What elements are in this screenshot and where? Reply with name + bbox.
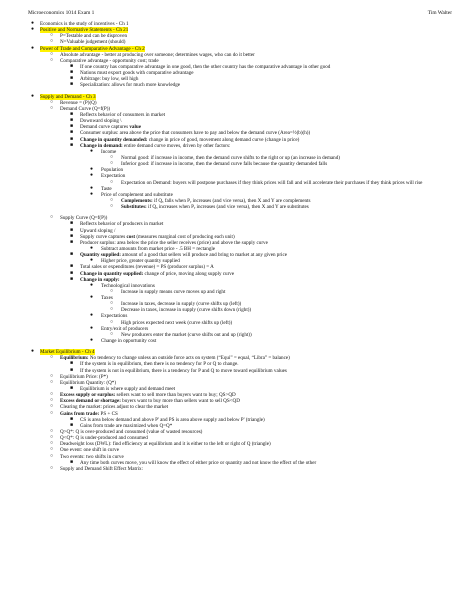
- outline-item-text: Economics is the study of incentives - Ch 1: [40, 21, 129, 27]
- outline-item-text: Taxes: [101, 295, 113, 302]
- hollow-bullet-icon: ○: [110, 331, 114, 337]
- outline-item-text: Gains from trade are maximized when Q=Q*: [80, 422, 173, 429]
- hollow-bullet-icon: ○: [50, 39, 54, 45]
- outline-item-text: If the system is in equilibrium, then there is no tendency for P or Q to change.: [80, 361, 239, 368]
- bullet-icon: ●: [90, 325, 94, 331]
- hollow-bullet-icon: ○: [50, 392, 54, 398]
- hollow-bullet-icon: ○: [50, 453, 54, 459]
- outline-item-text: New producers enter the market (curve shifts out and up (right)): [121, 331, 252, 338]
- square-bullet-icon: ■: [70, 130, 74, 136]
- outline-item-text: Supply curve captures cost (measures marginal cost of producing each unit): [80, 233, 235, 240]
- bullet-icon: ●: [90, 148, 94, 154]
- outline-item-text: CS is area below demand and above P' and PS is area above supply and below P' (triangle): [80, 416, 265, 423]
- hollow-bullet-icon: ○: [50, 215, 54, 221]
- hollow-bullet-icon: ○: [110, 154, 114, 160]
- hollow-bullet-icon: ○: [50, 105, 54, 111]
- outline-item-text: Increase in supply means curve moves up and right: [121, 288, 226, 295]
- square-bullet-icon: ■: [70, 63, 74, 69]
- outline-item-text: Equilibrium Quantity: (Q*): [60, 379, 117, 386]
- square-bullet-icon: ■: [70, 124, 74, 130]
- outline-item-text: Technological innovations: [101, 282, 155, 289]
- square-bullet-icon: ■: [70, 252, 74, 258]
- square-bullet-icon: ■: [70, 233, 74, 239]
- outline-item-text: Subtract amounts from market price - .5 BH = rectangle: [101, 245, 216, 252]
- bullet-icon: ●: [90, 258, 94, 264]
- bullet-icon: ●: [31, 93, 35, 99]
- outline-item-text: Arbitrage: buy low, sell high: [80, 76, 139, 83]
- hollow-bullet-icon: ○: [50, 355, 54, 361]
- outline-item-text: Comparative advantage - opportunity cost; trade: [60, 57, 159, 64]
- outline-item-text: Downward sloping \: [80, 118, 122, 125]
- hollow-bullet-icon: ○: [110, 161, 114, 167]
- hollow-bullet-icon: ○: [50, 404, 54, 410]
- bullet-icon: ●: [90, 282, 94, 288]
- bullet-icon: ●: [90, 185, 94, 191]
- square-bullet-icon: ■: [70, 118, 74, 124]
- bullet-icon: ●: [90, 338, 94, 344]
- page-header: [28, 10, 452, 17]
- outline-item-text: Nations must export goods with comparative advantage: [80, 70, 194, 77]
- outline-item-text: Revenue = (P)(Q): [60, 99, 97, 106]
- square-bullet-icon: ■: [70, 416, 74, 422]
- outline-item-text: Any time both curves move, you will know the effect of either price or quantity and not know the effect of the other: [80, 459, 317, 466]
- author-name: Tim Walter: [427, 10, 452, 16]
- hollow-bullet-icon: ○: [110, 307, 114, 313]
- outline-item-text: Taste: [101, 185, 112, 192]
- square-bullet-icon: ■: [70, 386, 74, 392]
- notes-outline: [0, 21, 474, 472]
- outline-item-text: Q<Q*: Q is under-produced and consumed: [60, 435, 148, 442]
- outline-item-text: Reflects behavior of consumers in market: [80, 111, 166, 118]
- hollow-bullet-icon: ○: [50, 33, 54, 39]
- hollow-bullet-icon: ○: [50, 465, 54, 471]
- outline-item-text: Clearing the market: prices adjust to clear the market: [60, 404, 169, 411]
- hollow-bullet-icon: ○: [50, 441, 54, 447]
- hollow-bullet-icon: ○: [50, 410, 54, 416]
- outline-item-text: Higher price, greater quantity supplied: [101, 258, 180, 265]
- outline-item-text: Excess supply or surplus: sellers want to sell more than buyers want to buy; QS>QD: [60, 392, 236, 399]
- outline-item-text: Gains from trade: PS + CS: [60, 410, 118, 417]
- outline-item-text: Equilibrium: No tendency to change unless an outside force acts on system (“Equi” = equal, “Libra” = balance): [60, 355, 290, 362]
- outline-item-text: Equilibrium is where supply and demand meet: [80, 386, 176, 393]
- outline-item-level-2: [0, 466, 474, 472]
- outline-item-text: If the system is not in equilibrium, there is a tendency for P and Q to move toward equilibrium values: [80, 367, 287, 374]
- outline-item-text: Supply Curve (Q=f(P)): [60, 215, 108, 222]
- bullet-icon: ●: [90, 167, 94, 173]
- square-bullet-icon: ■: [70, 227, 74, 233]
- outline-item-text: Income: [101, 148, 117, 155]
- outline-item-text: Change in demand: entire demand curve moves, driven by other factors:: [80, 142, 231, 149]
- outline-item-text: Expectation on Demand: buyers will postpone purchases if they think prices will fall and will accelerate their purchases if they think prices will rise: [121, 179, 423, 186]
- bullet-icon: ●: [90, 173, 94, 179]
- outline-item-text: Equilibrium Price: (P*): [60, 373, 108, 380]
- outline-item-text: Consumer surplus: area above the price that consumers have to pay and below the demand curve (Area=½(b)(h)): [80, 130, 311, 137]
- square-bullet-icon: ■: [70, 459, 74, 465]
- square-bullet-icon: ■: [70, 270, 74, 276]
- outline-item-text: One event: one shift in curve: [60, 447, 119, 454]
- outline-item-text: Change in supply:: [80, 276, 120, 283]
- outline-item-text: Complements: if Qₓ falls when Pᵧ increases (and vice versa), then X and Y are complements: [121, 197, 311, 204]
- outline-item-text: Change in quantity demanded: change in price of good, movement along demand curve (change in price): [80, 136, 300, 143]
- square-bullet-icon: ■: [70, 239, 74, 245]
- outline-item-text: Demand Curve (Q=f(P)): [60, 105, 111, 112]
- square-bullet-icon: ■: [70, 367, 74, 373]
- outline-item-text: P=Testable and can be disproven: [60, 33, 128, 40]
- outline-item-text: N=Valuable judgement (should): [60, 39, 126, 46]
- outline-item-text: Decrease in taxes, increase in supply (curve shifts down (right)): [121, 307, 252, 314]
- square-bullet-icon: ■: [70, 142, 74, 148]
- square-bullet-icon: ■: [70, 422, 74, 428]
- bullet-icon: ●: [90, 295, 94, 301]
- outline-item-text: Change in opportunity cost: [101, 338, 157, 345]
- outline-item-text: Quantity supplied: amount of a good that sellers will produce and bring to market at any given price: [80, 252, 287, 259]
- hollow-bullet-icon: ○: [50, 429, 54, 435]
- hollow-bullet-icon: ○: [110, 204, 114, 210]
- outline-item-text: Supply and Demand Shift Effect Matrix:: [60, 465, 143, 472]
- outline-item-text: Change in quantity supplied: change of price, moving along supply curve: [80, 270, 235, 277]
- outline-item-text: Two events: two shifts in curve: [60, 453, 124, 460]
- outline-item-text: Price of complement and substitute: [101, 191, 173, 198]
- square-bullet-icon: ■: [70, 264, 74, 270]
- bullet-icon: ●: [31, 27, 35, 33]
- hollow-bullet-icon: ○: [50, 57, 54, 63]
- outline-item-text: Reflects behavior of producers in market: [80, 221, 164, 228]
- square-bullet-icon: ■: [70, 136, 74, 142]
- hollow-bullet-icon: ○: [110, 288, 114, 294]
- outline-item-text: Increase in taxes, decrease in supply (curve shifts up (left)): [121, 301, 242, 308]
- square-bullet-icon: ■: [70, 76, 74, 82]
- square-bullet-icon: ■: [70, 70, 74, 76]
- outline-item-text: Demand curve captures value: [80, 124, 141, 131]
- hollow-bullet-icon: ○: [110, 301, 114, 307]
- square-bullet-icon: ■: [70, 111, 74, 117]
- outline-item-text: Entry/exit of producers: [101, 325, 149, 332]
- hollow-bullet-icon: ○: [50, 51, 54, 57]
- bullet-icon: ●: [31, 349, 35, 355]
- outline-item-text: Producer surplus: area below the price the seller receives (price) and above the supply curve: [80, 239, 268, 246]
- bullet-icon: ●: [90, 245, 94, 251]
- hollow-bullet-icon: ○: [110, 179, 114, 185]
- outline-item-text: Power of Trade and Comparative Advantage - Ch 2: [40, 45, 145, 52]
- outline-item-text: If one country has comparative advantage in one good, then the other country has the comparative advantage in other good: [80, 63, 331, 70]
- square-bullet-icon: ■: [70, 276, 74, 282]
- outline-item-text: Q>Q*: Q is over-produced and consumed (value of wasted resources): [60, 429, 203, 436]
- outline-item-text: Market Equilibrium - Ch 4: [40, 349, 95, 356]
- bullet-icon: ●: [31, 21, 35, 26]
- hollow-bullet-icon: ○: [50, 447, 54, 453]
- outline-item-text: Expectations: [101, 313, 128, 320]
- hollow-bullet-icon: ○: [50, 379, 54, 385]
- outline-item-text: Specialization: allows for much more knowledge: [80, 82, 181, 89]
- outline-item-text: Total sales or expenditures (revenue) = PS (producer surplus) = A: [80, 264, 214, 271]
- hollow-bullet-icon: ○: [50, 99, 54, 105]
- course-title: Microeconomics 1014 Exam 1: [28, 10, 95, 16]
- hollow-bullet-icon: ○: [50, 373, 54, 379]
- outline-item-text: Excess demand or shortage: buyers want to buy more than sellers want to sell QS<QD: [60, 398, 240, 405]
- hollow-bullet-icon: ○: [50, 435, 54, 441]
- bullet-icon: ●: [90, 313, 94, 319]
- square-bullet-icon: ■: [70, 221, 74, 227]
- square-bullet-icon: ■: [70, 82, 74, 88]
- outline-item-text: High prices expected next week (curve shifts up (left)): [121, 319, 233, 326]
- outline-item-text: Absolute advantage - better at producing over someone; determines wages, who can do it better: [60, 51, 255, 58]
- outline-item-text: Expectation: [101, 173, 126, 180]
- bullet-icon: ●: [90, 191, 94, 197]
- outline-item-text: Upward sloping /: [80, 227, 116, 234]
- outline-item-text: Population: [101, 167, 124, 174]
- outline-item-text: Positive and Normative Statements - Ch 21: [40, 27, 129, 34]
- hollow-bullet-icon: ○: [50, 398, 54, 404]
- outline-item-text: Deadweight loss (DWL): find efficiency at equilibrium and it is either to the left or right of Q (triangle): [60, 441, 271, 448]
- outline-item-text: Substitutes: if Qₓ increases when Pᵧ increases (and vice versa), then X and Y are substitutes: [121, 204, 309, 211]
- hollow-bullet-icon: ○: [110, 319, 114, 325]
- outline-item-text: Inferior good: if increase in income, then the demand curve falls because the quantity demanded falls: [121, 161, 328, 168]
- square-bullet-icon: ■: [70, 361, 74, 367]
- outline-item-text: Normal good: if increase in income, then the demand curve shifts to the right or up (an increase in demand): [121, 154, 340, 161]
- hollow-bullet-icon: ○: [110, 197, 114, 203]
- bullet-icon: ●: [31, 45, 35, 51]
- outline-item-text: Supply and Demand - Ch 3: [40, 93, 96, 100]
